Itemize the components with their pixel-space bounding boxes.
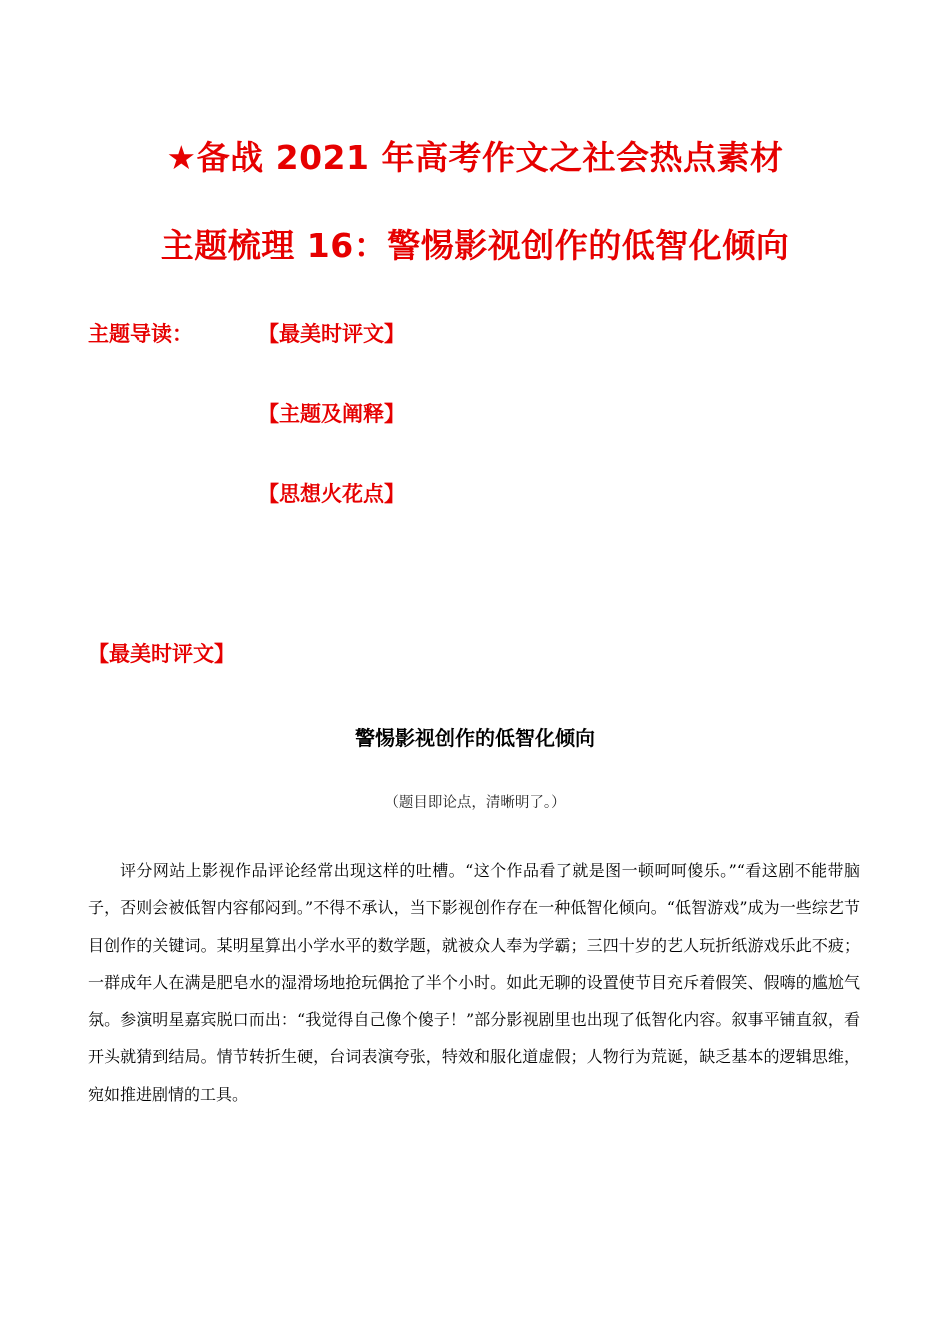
article-title: 警惕影视创作的低智化倾向: [355, 726, 595, 750]
guide-label: 主题导读：: [88, 322, 193, 346]
guide-item-commentary: 【最美时评文】: [258, 322, 405, 346]
document-subtitle: 主题梳理 16：警惕影视创作的低智化倾向: [160, 226, 790, 265]
document-title: ★备战 2021 年高考作文之社会热点素材: [166, 138, 784, 177]
guide-item-theme: 【主题及阐释】: [258, 402, 405, 426]
section-heading: 【最美时评文】: [88, 642, 235, 666]
article-paragraph: 评分网站上影视作品评论经常出现这样的吐槽。“这个作品看了就是图一顿呵呵傻乐。”“看这剧不能带脑子，否则会被低智内容郁闷到。”不得不承认，当下影视创作存在一种低智化倾向。“低智游戏”成为一些综艺节目创作的关键词。某明星算出小学水平的数学题，就被众人奉为学霸；三四十岁的艺人玩折纸游戏乐此不疲；一群成年人在满是肥皂水的湿滑场地抢玩偶抢了半个小时。如此无聊的设置使节目充斥着假笑、假嗨的尴尬气氛。参演明星嘉宾脱口而出：“我觉得自己像个傻子！”部分影视剧里也出现了低智化内容。叙事平铺直叙，看开头就猜到结局。情节转折生硬，台词表演夸张，特效和服化道虚假；人物行为荒诞，缺乏基本的逻辑思维，宛如推进剧情的工具。: [88, 861, 860, 1104]
article-note: （题目即论点，清晰明了。）: [384, 795, 566, 811]
guide-item-ideas: 【思想火花点】: [258, 482, 405, 506]
